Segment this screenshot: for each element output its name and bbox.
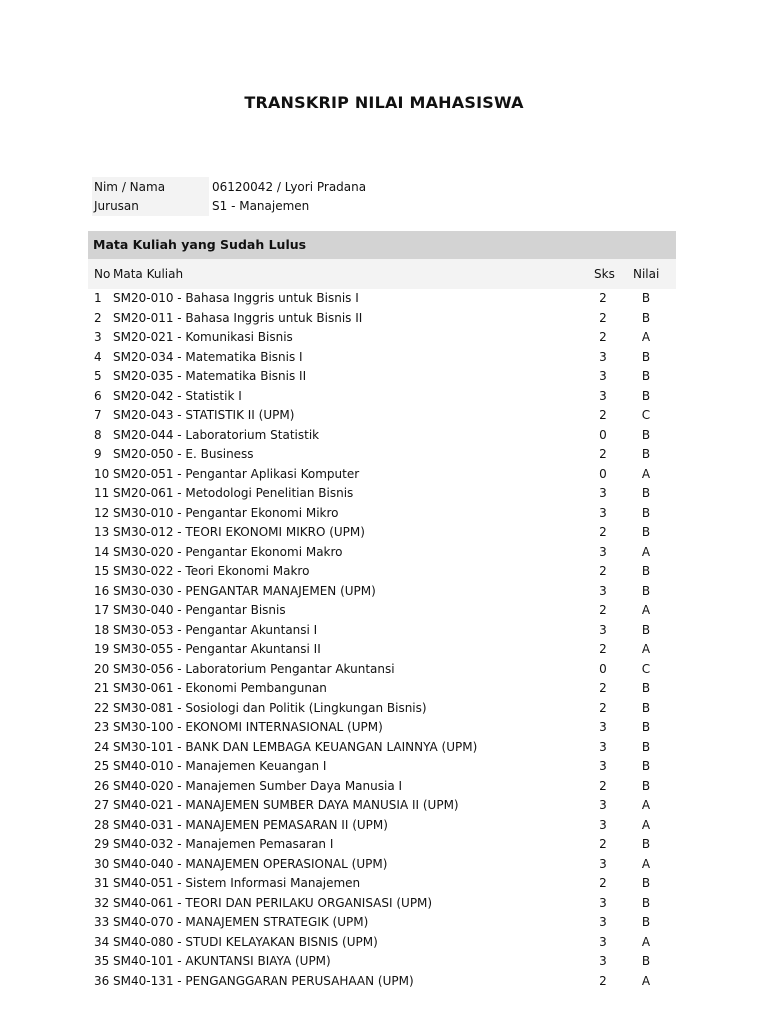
course-grade: B xyxy=(641,895,651,910)
course-no: 34 xyxy=(94,934,110,949)
course-grade: B xyxy=(641,564,651,578)
course-name: SM40-021 - MANAJEMEN SUMBER DAYA MANUSIA II (UPM) xyxy=(113,798,459,812)
course-no: 28 xyxy=(94,817,110,832)
course-row xyxy=(88,640,676,660)
course-sks: 3 xyxy=(599,856,607,871)
course-name: SM20-050 - E. Business xyxy=(113,447,254,461)
course-sks: 3 xyxy=(599,895,607,910)
course-name: SM40-101 - AKUNTANSI BIAYA (UPM) xyxy=(113,954,331,968)
course-no: 20 xyxy=(94,661,110,676)
course-name: SM20-051 - Pengantar Aplikasi Komputer xyxy=(113,466,360,481)
course-sks: 2 xyxy=(599,330,607,344)
course-sks: 3 xyxy=(599,720,607,734)
course-sks: 2 xyxy=(599,291,607,305)
course-row xyxy=(88,913,676,933)
course-name: SM30-061 - Ekonomi Pembangunan xyxy=(113,681,327,695)
course-row xyxy=(88,835,676,855)
course-name: SM20-043 - STATISTIK II (UPM) xyxy=(113,408,295,422)
course-grade: B xyxy=(641,291,651,305)
course-sks: 0 xyxy=(599,661,607,676)
course-row xyxy=(88,777,676,797)
course-no: 13 xyxy=(94,525,110,539)
course-sks: 2 xyxy=(599,525,607,539)
jurusan-value: S1 - Manajemen xyxy=(212,199,310,214)
course-no: 19 xyxy=(94,642,110,656)
nim-value: 06120042 / Lyori Pradana xyxy=(212,179,367,194)
course-name: SM40-070 - MANAJEMEN STRATEGIK (UPM) xyxy=(113,915,369,929)
course-no: 12 xyxy=(94,505,110,520)
course-no: 33 xyxy=(94,915,110,929)
course-grade: B xyxy=(641,739,651,754)
section-header: Mata Kuliah yang Sudah Lulus xyxy=(88,231,676,259)
course-grade: A xyxy=(641,798,651,812)
course-row xyxy=(88,387,676,407)
course-grade: A xyxy=(641,642,651,656)
course-grade: B xyxy=(641,310,651,325)
course-sks: 3 xyxy=(599,739,607,754)
course-sks: 3 xyxy=(599,369,607,383)
course-sks: 0 xyxy=(599,466,607,481)
course-no: 8 xyxy=(94,427,102,442)
course-grade: A xyxy=(641,330,651,344)
course-row xyxy=(88,933,676,953)
course-name: SM30-010 - Pengantar Ekonomi Mikro xyxy=(113,505,339,520)
course-row xyxy=(88,738,676,758)
course-name: SM30-020 - Pengantar Ekonomi Makro xyxy=(113,544,343,559)
course-name: SM40-020 - Manajemen Sumber Daya Manusia I xyxy=(113,778,403,793)
course-no: 3 xyxy=(94,330,102,344)
course-sks: 2 xyxy=(599,837,607,851)
course-no: 26 xyxy=(94,778,110,793)
course-row xyxy=(88,543,676,563)
course-row xyxy=(88,894,676,914)
course-grade: A xyxy=(641,466,651,481)
course-sks: 3 xyxy=(599,759,607,773)
column-header-sks: Sks xyxy=(594,267,615,281)
course-row xyxy=(88,816,676,836)
course-grade: B xyxy=(641,525,651,539)
course-row xyxy=(88,289,676,309)
course-grade: B xyxy=(641,427,651,442)
course-row xyxy=(88,660,676,680)
course-no: 16 xyxy=(94,583,110,598)
course-row xyxy=(88,562,676,582)
course-sks: 3 xyxy=(599,934,607,949)
course-name: SM40-040 - MANAJEMEN OPERASIONAL (UPM) xyxy=(113,856,388,871)
course-sks: 2 xyxy=(599,681,607,695)
course-no: 4 xyxy=(94,349,102,364)
course-grade: A xyxy=(641,817,651,832)
course-sks: 3 xyxy=(599,544,607,559)
course-name: SM30-055 - Pengantar Akuntansi II xyxy=(113,642,321,656)
course-grade: B xyxy=(641,505,651,520)
course-row xyxy=(88,699,676,719)
course-sks: 3 xyxy=(599,954,607,968)
course-sks: 2 xyxy=(599,973,607,988)
course-name: SM20-044 - Laboratorium Statistik xyxy=(113,427,320,442)
course-no: 9 xyxy=(94,447,102,461)
course-grade: A xyxy=(641,856,651,871)
course-no: 15 xyxy=(94,564,110,578)
course-sks: 3 xyxy=(599,622,607,637)
course-name: SM20-034 - Matematika Bisnis I xyxy=(113,349,303,364)
course-sks: 3 xyxy=(599,486,607,500)
course-no: 36 xyxy=(94,973,110,988)
course-name: SM30-100 - EKONOMI INTERNASIONAL (UPM) xyxy=(113,720,383,734)
course-no: 27 xyxy=(94,798,110,812)
course-name: SM40-131 - PENGANGGARAN PERUSAHAAN (UPM) xyxy=(113,973,414,988)
course-grade: C xyxy=(641,408,651,422)
course-row xyxy=(88,426,676,446)
course-name: SM40-010 - Manajemen Keuangan I xyxy=(113,759,327,773)
course-row xyxy=(88,582,676,602)
course-grade: B xyxy=(641,447,651,461)
course-no: 29 xyxy=(94,837,110,851)
course-no: 25 xyxy=(94,759,110,773)
course-name: SM30-056 - Laboratorium Pengantar Akuntansi xyxy=(113,661,395,676)
course-grade: B xyxy=(641,486,651,500)
course-name: SM20-042 - Statistik I xyxy=(113,388,242,403)
course-row xyxy=(88,504,676,524)
course-name: SM30-030 - PENGANTAR MANAJEMEN (UPM) xyxy=(113,583,376,598)
course-row xyxy=(88,679,676,699)
course-name: SM20-061 - Metodologi Penelitian Bisnis xyxy=(113,486,354,500)
course-row xyxy=(88,406,676,426)
course-name: SM30-012 - TEORI EKONOMI MIKRO (UPM) xyxy=(113,525,365,539)
course-name: SM30-022 - Teori Ekonomi Makro xyxy=(113,564,310,578)
course-no: 22 xyxy=(94,700,110,715)
column-header-course: Mata Kuliah xyxy=(113,267,184,281)
course-no: 1 xyxy=(94,291,102,305)
course-row xyxy=(88,348,676,368)
course-sks: 2 xyxy=(599,642,607,656)
course-name: SM20-011 - Bahasa Inggris untuk Bisnis II xyxy=(113,310,363,325)
course-row xyxy=(88,621,676,641)
course-grade: B xyxy=(641,622,651,637)
course-row xyxy=(88,757,676,777)
course-sks: 2 xyxy=(599,778,607,793)
course-sks: 2 xyxy=(599,408,607,422)
course-no: 30 xyxy=(94,856,110,871)
course-row xyxy=(88,855,676,875)
course-grade: B xyxy=(641,388,651,403)
course-name: SM40-051 - Sistem Informasi Manajemen xyxy=(113,876,361,890)
course-name: SM30-040 - Pengantar Bisnis xyxy=(113,603,286,617)
course-grade: B xyxy=(641,349,651,364)
course-name: SM20-035 - Matematika Bisnis II xyxy=(113,369,307,383)
course-sks: 2 xyxy=(599,310,607,325)
course-row xyxy=(88,445,676,465)
course-grade: B xyxy=(641,837,651,851)
course-row xyxy=(88,309,676,329)
course-sks: 2 xyxy=(599,447,607,461)
course-grade: B xyxy=(641,681,651,695)
course-sks: 3 xyxy=(599,505,607,520)
course-no: 24 xyxy=(94,739,110,754)
course-no: 10 xyxy=(94,466,110,481)
course-sks: 3 xyxy=(599,798,607,812)
course-row xyxy=(88,328,676,348)
course-no: 31 xyxy=(94,876,110,890)
course-row xyxy=(88,465,676,485)
course-no: 35 xyxy=(94,954,110,968)
grades-list xyxy=(88,289,676,991)
course-grade: C xyxy=(641,661,651,676)
course-name: SM40-061 - TEORI DAN PERILAKU ORGANISASI (UPM) xyxy=(113,895,433,910)
course-grade: B xyxy=(641,778,651,793)
course-row xyxy=(88,874,676,894)
page-title: TRANSKRIP NILAI MAHASISWA xyxy=(244,93,524,112)
course-sks: 2 xyxy=(599,603,607,617)
course-no: 2 xyxy=(94,310,102,325)
course-row xyxy=(88,718,676,738)
course-row xyxy=(88,601,676,621)
course-sks: 2 xyxy=(599,700,607,715)
course-no: 23 xyxy=(94,720,110,734)
course-grade: A xyxy=(641,934,651,949)
course-name: SM40-080 - STUDI KELAYAKAN BISNIS (UPM) xyxy=(113,934,378,949)
nim-row xyxy=(92,177,676,197)
course-sks: 2 xyxy=(599,564,607,578)
course-no: 17 xyxy=(94,603,110,617)
course-no: 32 xyxy=(94,895,110,910)
course-name: SM40-032 - Manajemen Pemasaran I xyxy=(113,837,334,851)
course-grade: B xyxy=(641,954,651,968)
column-header-no: No xyxy=(94,267,111,281)
course-sks: 2 xyxy=(599,876,607,890)
course-no: 6 xyxy=(94,388,102,403)
course-row xyxy=(88,796,676,816)
course-no: 21 xyxy=(94,681,110,695)
course-grade: B xyxy=(641,369,651,383)
column-header-grade: Nilai xyxy=(633,267,660,281)
jurusan-row xyxy=(92,197,676,217)
course-sks: 0 xyxy=(599,427,607,442)
course-name: SM20-010 - Bahasa Inggris untuk Bisnis I xyxy=(113,291,359,305)
course-name: SM20-021 - Komunikasi Bisnis xyxy=(113,330,293,344)
course-sks: 3 xyxy=(599,388,607,403)
jurusan-label: Jurusan xyxy=(92,197,209,217)
course-sks: 3 xyxy=(599,817,607,832)
column-header-row xyxy=(88,259,676,289)
course-grade: B xyxy=(641,720,651,734)
course-sks: 3 xyxy=(599,349,607,364)
course-sks: 3 xyxy=(599,915,607,929)
course-grade: A xyxy=(641,603,651,617)
course-no: 18 xyxy=(94,622,110,637)
course-row xyxy=(88,972,676,992)
course-row xyxy=(88,484,676,504)
course-name: SM40-031 - MANAJEMEN PEMASARAN II (UPM) xyxy=(113,817,388,832)
course-row xyxy=(88,952,676,972)
course-grade: B xyxy=(641,759,651,773)
course-no: 5 xyxy=(94,369,102,383)
course-grade: A xyxy=(641,973,651,988)
course-grade: A xyxy=(641,544,651,559)
course-row xyxy=(88,523,676,543)
course-sks: 3 xyxy=(599,583,607,598)
course-no: 7 xyxy=(94,408,102,422)
course-name: SM30-053 - Pengantar Akuntansi I xyxy=(113,622,318,637)
course-grade: B xyxy=(641,915,651,929)
nim-label: Nim / Nama xyxy=(92,177,209,197)
course-name: SM30-081 - Sosiologi dan Politik (Lingkungan Bisnis) xyxy=(113,700,427,715)
course-no: 14 xyxy=(94,544,110,559)
course-grade: B xyxy=(641,876,651,890)
course-name: SM30-101 - BANK DAN LEMBAGA KEUANGAN LAINNYA (UPM) xyxy=(113,739,478,754)
course-row xyxy=(88,367,676,387)
course-grade: B xyxy=(641,583,651,598)
course-no: 11 xyxy=(94,486,110,500)
student-info-table xyxy=(92,177,676,216)
course-grade: B xyxy=(641,700,651,715)
